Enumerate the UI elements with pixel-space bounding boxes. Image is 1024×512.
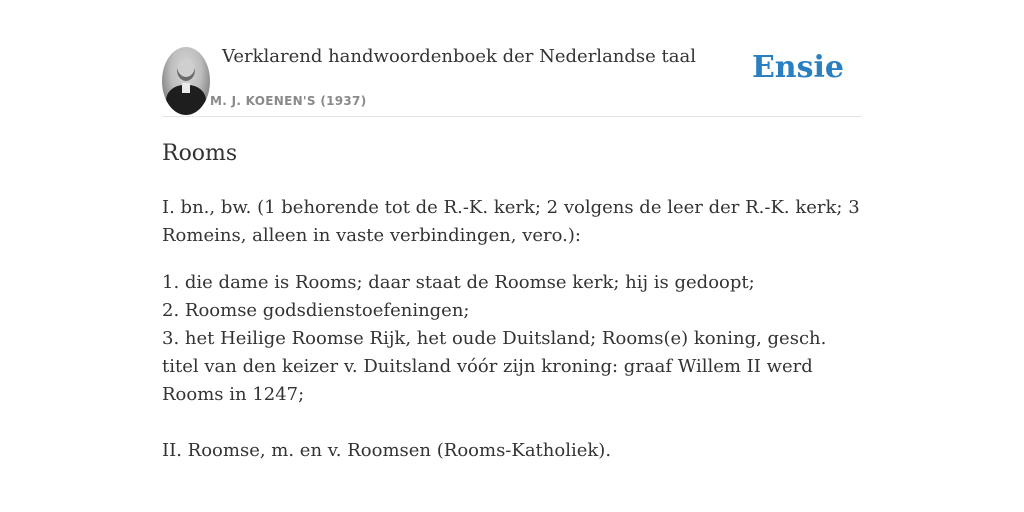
sense-item: 3. het Heilige Roomse Rijk, het oude Duitsland; Rooms(e) koning, gesch. titel van den keizer v. Duitsland vóór zijn kroning: graaf Willem II werd Rooms in 1247; [162,328,827,405]
ensie-logo-link[interactable]: Ensie [751,50,844,85]
book-title[interactable]: Verklarend handwoordenboek der Nederlandse taal [222,46,696,67]
entry-title: Rooms [162,141,238,166]
author-portrait [162,47,210,115]
entry-senses [162,269,862,409]
entry-definition: I. bn., bw. (1 behorende tot de R.-K. kerk; 2 volgens de leer der R.-K. kerk; 3 Romeins, alleen in vaste verbindingen, vero.): [162,197,860,246]
entry-content [162,138,862,484]
sense-item: 2. Roomse godsdienstoefeningen; [162,300,470,321]
sense-item: 1. die dame is Rooms; daar staat de Roomse kerk; hij is gedoopt; [162,272,755,293]
author-label: M. J. KOENEN'S (1937) [210,94,367,108]
entry-secondary: II. Roomse, m. en v. Roomsen (Rooms-Katholiek). [162,440,612,461]
site-header [162,44,862,117]
